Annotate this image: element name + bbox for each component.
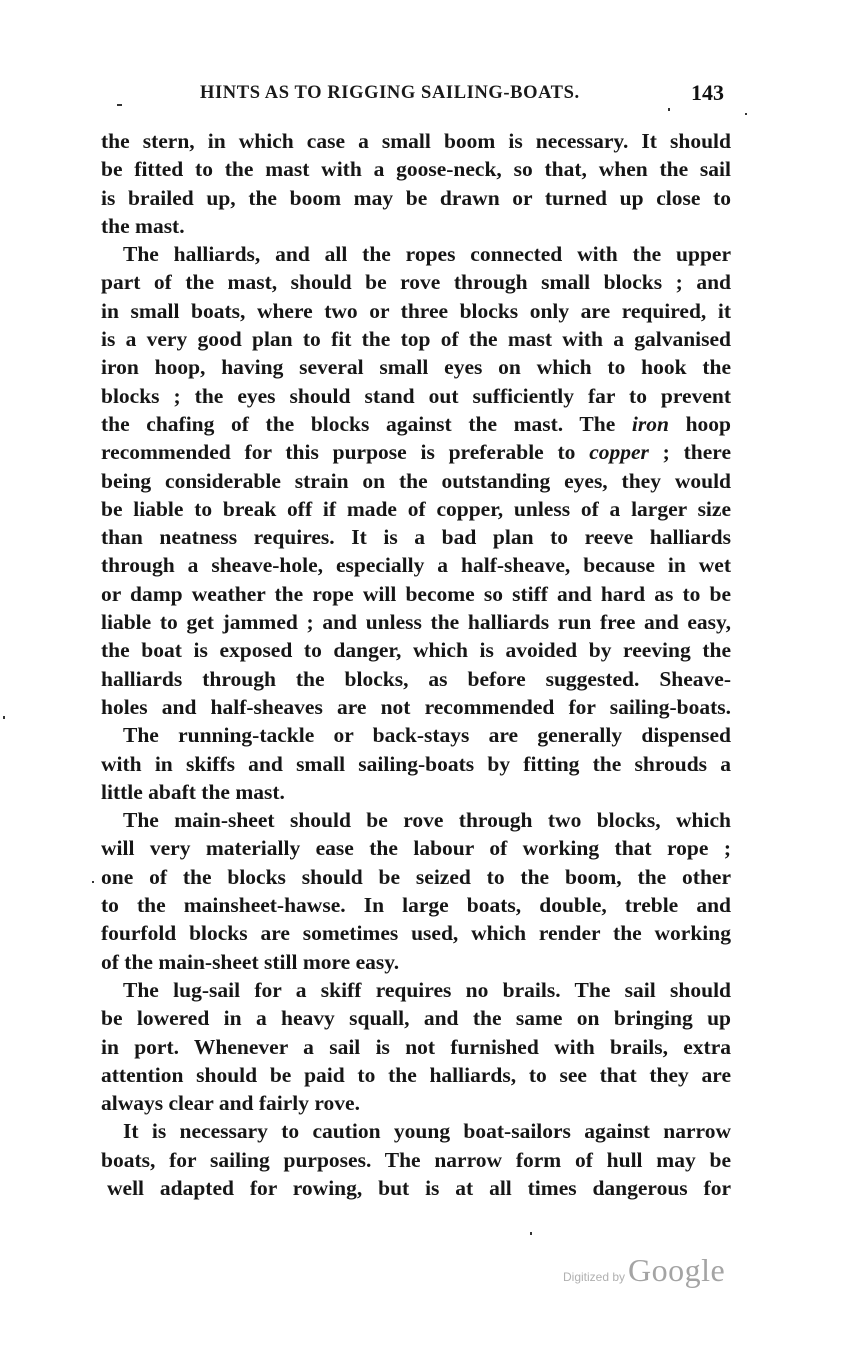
google-logo-text: Google	[628, 1252, 726, 1288]
text-line: well adapted for rowing, but is at all times dangerous for	[107, 1175, 731, 1200]
text-segment: ; there	[648, 440, 731, 465]
text-line: blocks ; the eyes should stand out sufficiently far to prevent	[101, 383, 731, 408]
scan-speck	[92, 881, 94, 883]
text-line: the mast.	[101, 213, 185, 238]
text-line	[101, 410, 731, 438]
text-line: the boat is exposed to danger, which is avoided by reeving the	[101, 638, 731, 663]
text-line: than neatness requires. It is a bad plan to reeve halliards	[101, 525, 731, 550]
text-line: little abaft the mast.	[101, 779, 285, 804]
scan-speck	[745, 113, 747, 115]
text-line: through a sheave-hole, especially a half-sheave, because in wet	[101, 553, 731, 578]
text-line: attention should be paid to the halliards, to see that they are	[101, 1062, 731, 1087]
text-line: It is necessary to caution young boat-sailors against narrow	[123, 1119, 731, 1144]
running-head	[200, 80, 730, 108]
text-line: The halliards, and all the ropes connected with the upper	[123, 242, 731, 267]
text-line: iron hoop, having several small eyes on which to hook the	[101, 355, 731, 380]
text-line: always clear and fairly rove.	[101, 1091, 360, 1116]
text-line: The lug-sail for a skiff requires no brails. The sail should	[123, 977, 731, 1002]
body-text	[101, 127, 731, 1202]
scan-speck	[668, 108, 670, 111]
text-line: or damp weather the rope will become so stiff and hard as to be	[101, 581, 731, 606]
text-line: The main-sheet should be rove through two blocks, which	[123, 808, 731, 833]
page-number: 143	[691, 80, 724, 105]
digitized-by-google-watermark	[563, 1252, 725, 1292]
text-line: is brailed up, the boom may be drawn or turned up close to	[101, 185, 731, 210]
scan-speck	[117, 104, 122, 106]
scan-speck	[3, 716, 5, 719]
text-line: be fitted to the mast with a goose-neck, so that, when the sail	[101, 157, 731, 182]
text-line: holes and half-sheaves are not recommended for sailing-boats.	[101, 694, 731, 719]
running-title: HINTS AS TO RIGGING SAILING-BOATS.	[200, 83, 580, 103]
text-line: of the main-sheet still more easy.	[101, 949, 400, 974]
italic-emphasis: iron	[631, 411, 669, 436]
text-line: boats, for sailing purposes. The narrow form of hull may be	[101, 1147, 731, 1172]
watermark-prefix: Digitized by	[563, 1270, 626, 1284]
text-line: in small boats, where two or three blocks only are required, it	[101, 298, 731, 323]
text-line: will very materially ease the labour of working that rope ;	[101, 836, 731, 861]
text-line: halliards through the blocks, as before suggested. Sheave-	[101, 666, 731, 691]
text-line: liable to get jammed ; and unless the halliards run free and easy,	[101, 610, 731, 635]
italic-emphasis: copper	[589, 440, 649, 465]
text-line: to the mainsheet-hawse. In large boats, double, treble and	[101, 893, 731, 918]
text-segment: hoop	[668, 411, 731, 436]
text-line: one of the blocks should be seized to the boom, the other	[101, 864, 731, 889]
text-line	[101, 438, 731, 466]
text-line: The running-tackle or back-stays are generally dispensed	[123, 723, 731, 748]
text-line: the stern, in which case a small boom is necessary. It should	[101, 129, 731, 153]
scan-speck	[530, 1232, 532, 1235]
text-segment: the chafing of the blocks against the mast. The	[101, 411, 632, 436]
text-line: fourfold blocks are sometimes used, which render the working	[101, 921, 731, 946]
text-segment: recommended for this purpose is preferable to	[101, 440, 590, 465]
text-line: with in skiffs and small sailing-boats by fitting the shrouds a	[101, 751, 731, 776]
text-line: in port. Whenever a sail is not furnished with brails, extra	[101, 1034, 731, 1059]
text-line: part of the mast, should be rove through small blocks ; and	[101, 270, 731, 295]
text-line: is a very good plan to fit the top of the mast with a galvanised	[101, 327, 731, 352]
text-line: being considerable strain on the outstanding eyes, they would	[101, 468, 731, 493]
text-line: be liable to break off if made of copper, unless of a larger size	[101, 496, 731, 521]
text-line: be lowered in a heavy squall, and the same on bringing up	[101, 1006, 731, 1031]
